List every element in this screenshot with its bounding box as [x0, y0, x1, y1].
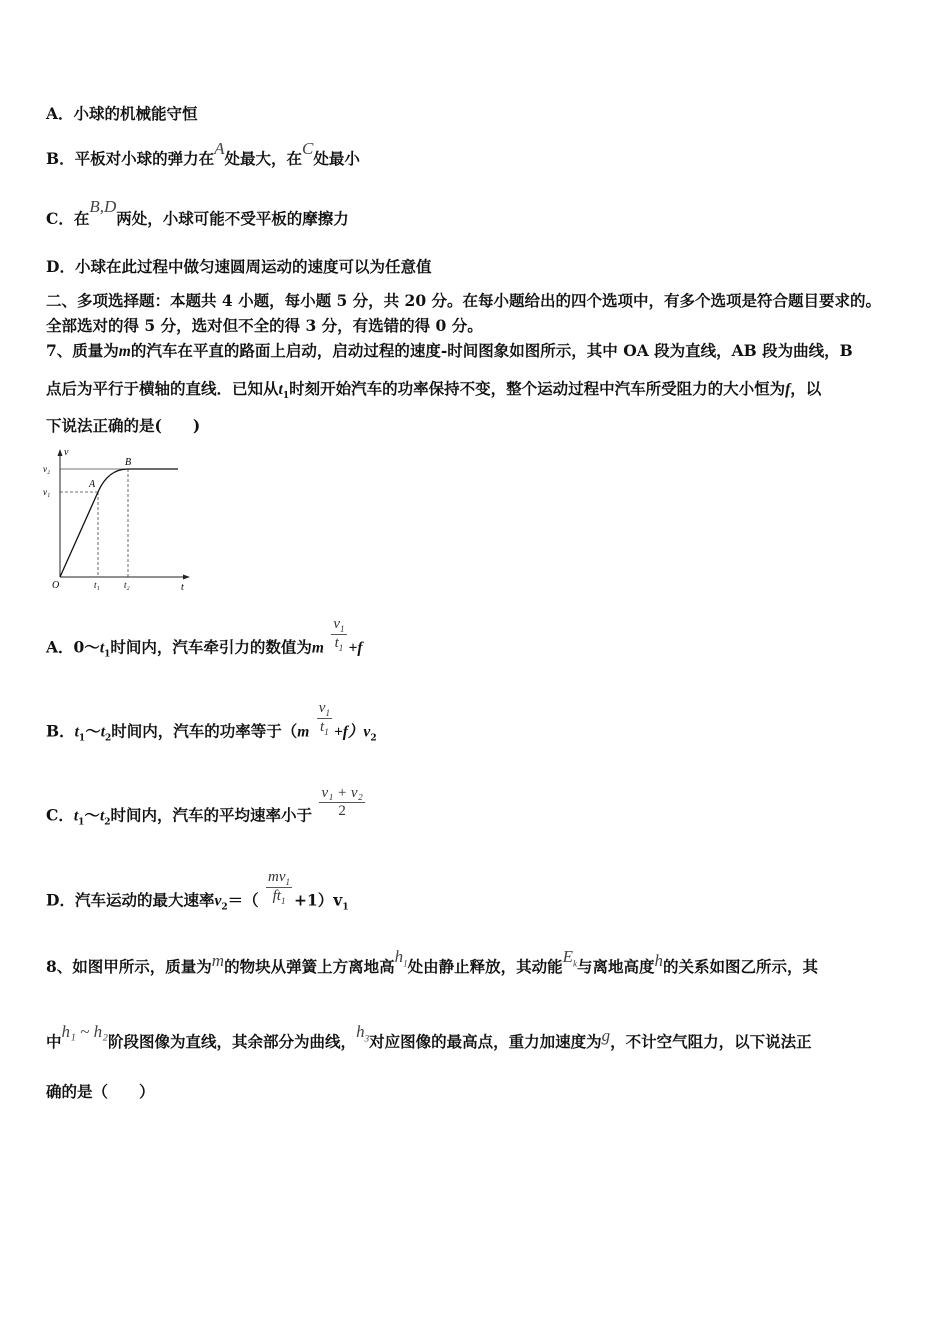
q8-stem-line3: 确的是（ ）: [46, 1082, 155, 1101]
y-axis-arrow: [58, 449, 63, 456]
t2-sub: 2: [105, 733, 112, 744]
q7-c-mid: 时间内，汽车的平均速率小于: [110, 805, 313, 825]
frac-num-sub: 1: [325, 708, 330, 718]
section-heading-line1: 二、多项选择题：本题共 4 小题，每小题 5 分，共 20 分。在每小题给出的四个选项中，有多个选项是符合题目要求的。: [46, 291, 882, 310]
frac-den-t: t: [334, 635, 339, 651]
v-t-curve: [60, 469, 178, 577]
h1-h2-range: h₁ ~ h₂: [61, 1022, 109, 1041]
t1-sub: 1: [282, 391, 290, 402]
points-bd-symbol: B,D: [89, 197, 117, 216]
q8-l1-pre: 8、如图甲所示，质量为: [46, 957, 212, 976]
q8-l2-b: 对应图像的最高点，重力加速度为: [369, 1032, 602, 1051]
frac-den-t: t: [320, 719, 325, 735]
point-a-symbol: A: [214, 139, 225, 158]
q7-l2-pre: 点后为平行于横轴的直线．已知从: [46, 379, 279, 398]
q6-option-c[interactable]: [46, 197, 349, 229]
q8-l1-post: 的关系如图乙所示，其: [663, 957, 819, 976]
q6-option-b-post: 处最小: [313, 149, 360, 168]
x-axis-arrow: [183, 575, 190, 580]
q7-option-a[interactable]: [46, 616, 363, 667]
g-symbol: g: [601, 1026, 611, 1045]
frac-den-sub: 1: [280, 896, 286, 906]
q7-d-eq: ＝（: [227, 890, 259, 910]
q7-b-post: +f）v: [333, 723, 371, 741]
q6-option-c-post: 两处，小球可能不受平板的摩擦力: [116, 209, 349, 228]
frac-num-v1-plus-v2: v₁ + v₂: [321, 785, 363, 801]
fraction-avg-velocity: [319, 785, 364, 820]
v2-sub: 2: [221, 902, 228, 913]
q8-l2-pre: 中: [46, 1032, 62, 1051]
q7-stem-line2: [46, 377, 821, 401]
q7-d-post: +1）v: [294, 890, 343, 910]
t1-sub: 1: [78, 817, 85, 828]
x-tick-t2: t₂: [124, 580, 130, 590]
q7-a-post: +f: [348, 639, 363, 657]
q6-option-b[interactable]: [46, 139, 360, 169]
frac-den-ft: ft: [272, 888, 281, 904]
frac-num-mv: mv: [268, 869, 286, 885]
frac-num-v: v: [333, 616, 341, 632]
point-a-label: A: [89, 479, 96, 490]
mass-symbol: m: [118, 343, 131, 360]
frac-den-2: 2: [338, 803, 346, 819]
q7-l1-post: 的汽车在平直的路面上启动，启动过程的速度-时间图象如图所示，其中 OA 段为直线，AB 段为曲线，B: [130, 341, 853, 360]
mass-symbol: m: [297, 723, 310, 741]
frac-den-sub: 1: [324, 727, 329, 737]
x-tick-t1: t₁: [94, 580, 100, 590]
t1-sub: 1: [104, 649, 111, 660]
q7-option-d[interactable]: D．汽车运动的最大速率$v_2=$（ $\frac{mv_1}{ft_1}$ $+1)v_1$: [46, 869, 349, 913]
frac-num-v: v: [318, 700, 326, 716]
q8-l2-a: 阶段图像为直线，其余部分为曲线，: [108, 1032, 357, 1051]
q6-option-b-pre: B．平板对小球的弹力在: [46, 149, 215, 168]
q8-l1-a: 的物块从弹簧上方离地高: [224, 957, 395, 976]
y-axis-label: v: [64, 447, 69, 458]
q8-stem-line1: [46, 947, 819, 978]
q7-d-pre: D．汽车运动的最大速率: [46, 890, 215, 910]
t2-sub: 2: [104, 817, 111, 828]
point-c-symbol: C: [302, 139, 314, 158]
q7-stem-line1: [46, 339, 853, 361]
t1-symbol: t: [74, 723, 79, 741]
fraction-v1-over-t1: [331, 616, 346, 653]
q7-b-mid: 时间内，汽车的功率等于（: [111, 721, 298, 741]
fraction-v1-over-t1: [317, 700, 332, 737]
q6-option-d[interactable]: D．小球在此过程中做匀速圆周运动的速度可以为任意值: [46, 257, 432, 276]
q7-a-pre: A．0～: [46, 637, 100, 657]
t2-symbol: t: [100, 723, 106, 741]
y-tick-v2: v₂: [43, 464, 51, 474]
q7-option-b[interactable]: B．$t_1\sim t_2$时间内，汽车的功率等于（m $\frac{v_1}{t_1}$ $+f)v_2$: [46, 700, 377, 744]
frac-num-sub: 1: [285, 877, 291, 887]
y-tick-v1: v₁: [43, 487, 51, 497]
mass-symbol: m: [311, 639, 324, 657]
q7-l2-mid: 时刻开始汽车的功率保持不变，整个运动过程中汽车所受阻力的大小恒为: [289, 379, 786, 398]
h-symbol: h: [654, 951, 664, 970]
mass-symbol: m: [211, 951, 225, 970]
q7-a-mid: 时间内，汽车牵引力的数值为: [110, 637, 312, 657]
t1-symbol: t: [99, 639, 105, 657]
v2-symbol: v: [214, 892, 222, 910]
point-b-label: B: [125, 457, 132, 468]
q7-l2-post: ，以: [790, 379, 822, 398]
q7-stem-line3: 下说法正确的是( ): [46, 416, 201, 435]
ek-symbol: $E_k$: [562, 947, 577, 969]
frac-num-sub: 1: [340, 624, 345, 634]
section-heading-line2: 全部选对的得 5 分，选对但不全的得 3 分，有选错的得 0 分。: [46, 316, 483, 335]
q8-stem-line2: [46, 1022, 812, 1053]
origin-label: O: [52, 580, 60, 590]
t2-symbol: t: [99, 807, 105, 825]
q6-option-b-mid: 处最大，在: [224, 149, 303, 168]
t1-symbol: t: [73, 807, 79, 825]
velocity-time-chart: [38, 445, 198, 590]
f-symbol: f: [785, 381, 791, 398]
q7-l1-pre: 7、质量为: [46, 341, 119, 360]
fraction-mv1-over-ft1: [266, 869, 292, 906]
q7-option-c[interactable]: C．$t_1\sim t_2$时间内，汽车的平均速率小于 $\frac{\text{v₁ + v₂}}{2}$: [46, 785, 363, 828]
t1-symbol: t: [278, 381, 283, 398]
x-axis-label: t: [181, 582, 184, 590]
h1-symbol: $h_1$: [394, 947, 408, 969]
q8-l1-c: 与离地高度: [577, 957, 655, 976]
q8-l2-post: ，不计空气阻力，以下说法正: [610, 1032, 812, 1051]
q6-option-a[interactable]: A．小球的机械能守恒: [46, 104, 198, 123]
frac-den-sub: 1: [338, 643, 344, 653]
t1-sub: 1: [78, 733, 86, 744]
h3-symbol: $h_3$: [356, 1022, 370, 1044]
q8-l1-b: 处由静止释放，其动能: [407, 957, 563, 976]
q6-option-c-pre: C．在: [46, 209, 90, 228]
